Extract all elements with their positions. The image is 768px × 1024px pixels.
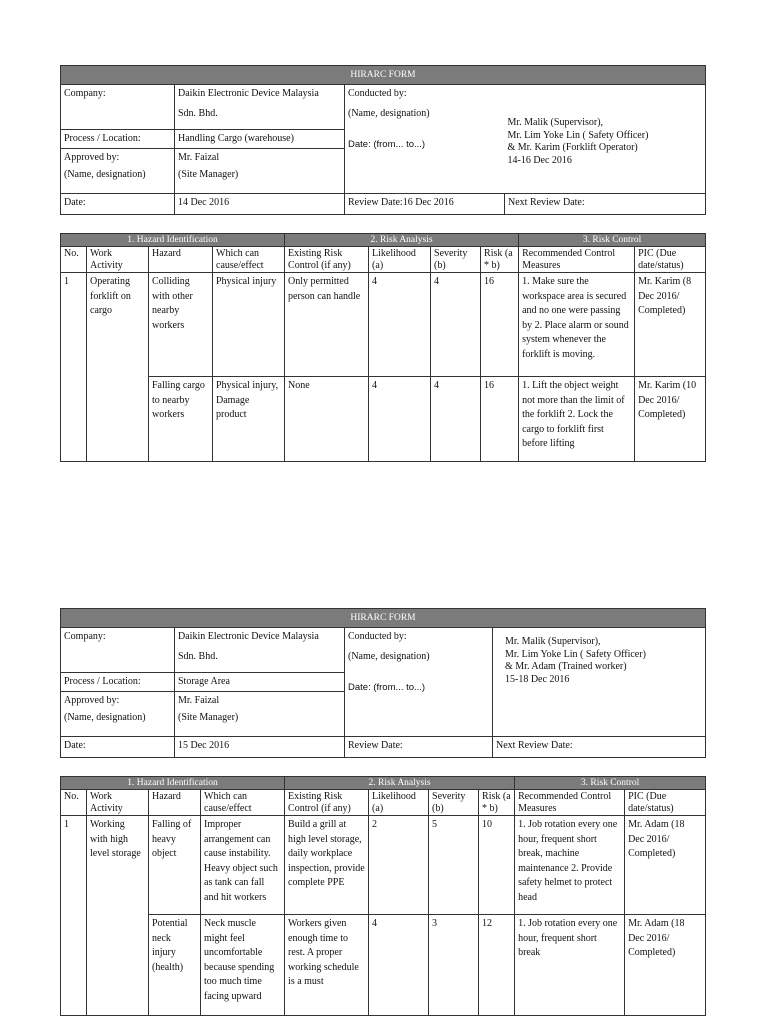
row-pic: Mr. Adam (18 Dec 2016/ Completed): [625, 915, 706, 1016]
conducted-label: Conducted by:: [348, 631, 407, 642]
row-hazard: Colliding with other nearby workers: [149, 273, 213, 377]
col-header-risk: Risk (a * b): [481, 247, 519, 273]
section-risk-analysis: 2. Risk Analysis: [285, 777, 515, 790]
row-pic: Mr. Karim (8 Dec 2016/ Completed): [635, 273, 706, 377]
row-recommended-measures: 1. Job rotation every one hour, frequent short break: [515, 915, 625, 1016]
section-hazard-identification: 1. Hazard Identification: [61, 234, 285, 247]
row-risk: 16: [481, 377, 519, 462]
row-hazard: Falling of heavy object: [149, 816, 201, 915]
section-risk-control: 3. Risk Control: [515, 777, 706, 790]
row-work-activity: Working with high level storage: [87, 816, 149, 1016]
table-row: [61, 915, 706, 1016]
date-label: Date:: [61, 194, 175, 215]
row-existing-control: Build a grill at high level storage, daily workplace inspection, provide complete PPE: [285, 816, 369, 915]
row-likelihood: 4: [369, 273, 431, 377]
row-risk: 16: [481, 273, 519, 377]
conducted-sub: (Name, designation): [348, 108, 430, 119]
row-severity: 4: [431, 377, 481, 462]
row-pic: Mr. Adam (18 Dec 2016/ Completed): [625, 816, 706, 915]
row-likelihood: 4: [369, 915, 429, 1016]
col-header-recommended-measures: Recommended Control Measures: [519, 247, 635, 273]
conductor-1: Mr. Malik (Supervisor),: [507, 117, 604, 128]
company-label: Company:: [61, 85, 175, 130]
conductor-2: Mr. Lim Yoke Lin ( Safety Officer): [507, 129, 649, 141]
section-hazard-identification: 1. Hazard Identification: [61, 777, 285, 790]
date-range-label: Date: (from... to...): [348, 139, 426, 150]
next-review-date: Next Review Date:: [493, 737, 706, 758]
row-risk: 12: [479, 915, 515, 1016]
company-line-2: Sdn. Bhd.: [178, 651, 218, 662]
row-no: 1: [61, 816, 87, 1016]
col-header-recommended-measures: Recommended Control Measures: [515, 790, 625, 816]
col-header-work-activity: Work Activity: [87, 247, 149, 273]
form-title: HIRARC FORM: [61, 609, 706, 628]
row-recommended-measures: 1. Job rotation every one hour, frequent short break, machine maintenance 2. Provide safety helmet to protect head: [515, 816, 625, 915]
col-header-existing-control: Existing Risk Control (if any): [285, 790, 369, 816]
approved-role: (Site Manager): [178, 169, 239, 180]
approved-sub: (Name, designation): [64, 169, 146, 180]
table-row: [61, 273, 706, 377]
col-header-severity: Severity (b): [431, 247, 481, 273]
date-value: 14 Dec 2016: [175, 194, 345, 215]
row-severity: 5: [429, 816, 479, 915]
col-header-effect: Which can cause/effect: [201, 790, 285, 816]
review-date: Review Date:16 Dec 2016: [345, 194, 505, 215]
conducted-cell: [345, 85, 505, 194]
row-hazard: Falling cargo to nearby workers: [149, 377, 213, 462]
row-no: 1: [61, 273, 87, 462]
approved-role: (Site Manager): [178, 712, 239, 723]
col-header-pic: PIC (Due date/status): [625, 790, 706, 816]
conductor-2: Mr. Lim Yoke Lin ( Safety Officer): [505, 648, 646, 660]
date-label: Date:: [61, 737, 175, 758]
conducted-label: Conducted by:: [348, 88, 407, 99]
approved-value-cell: [175, 149, 345, 194]
approved-label: Approved by:: [64, 695, 120, 706]
process-value: Handling Cargo (warehouse): [175, 130, 345, 149]
process-value: Storage Area: [175, 673, 345, 692]
hirarc-header-table-2: [60, 608, 706, 758]
col-header-severity: Severity (b): [429, 790, 479, 816]
row-effect: Physical injury: [213, 273, 285, 377]
company-line-1: Daikin Electronic Device Malaysia: [178, 631, 319, 642]
conducted-names: [493, 628, 706, 737]
date-value: 15 Dec 2016: [175, 737, 345, 758]
section-risk-control: 3. Risk Control: [519, 234, 706, 247]
row-existing-control: None: [285, 377, 369, 462]
row-effect: Neck muscle might feel uncomfortable because spending too much time facing upward: [201, 915, 285, 1016]
date-range-label: Date: (from... to...): [348, 682, 426, 693]
conducted-date: 14-16 Dec 2016: [507, 154, 572, 166]
company-line-1: Daikin Electronic Device Malaysia: [178, 88, 319, 99]
form-title: HIRARC FORM: [61, 66, 706, 85]
company-line-2: Sdn. Bhd.: [178, 108, 218, 119]
conducted-sub: (Name, designation): [348, 651, 430, 662]
col-header-hazard: Hazard: [149, 790, 201, 816]
table-row: [61, 377, 706, 462]
row-effect: Improper arrangement can cause instability. Heavy object such as tank can fall and hit workers: [201, 816, 285, 915]
approved-value-cell: [175, 692, 345, 737]
col-header-no: No.: [61, 247, 87, 273]
section-risk-analysis: 2. Risk Analysis: [285, 234, 519, 247]
col-header-effect: Which can cause/effect: [213, 247, 285, 273]
conducted-date: 15-18 Dec 2016: [505, 673, 570, 685]
row-recommended-measures: 1. Lift the object weight not more than the limit of the forklift 2. Lock the cargo to forklift first before lifting: [519, 377, 635, 462]
col-header-pic: PIC (Due date/status): [635, 247, 706, 273]
conductor-3: & Mr. Karim (Forklift Operator): [507, 142, 638, 153]
row-work-activity: Operating forklift on cargo: [87, 273, 149, 462]
col-header-no: No.: [61, 790, 87, 816]
approved-name: Mr. Faizal: [178, 152, 220, 163]
risk-table-2: [60, 776, 706, 1016]
col-header-hazard: Hazard: [149, 247, 213, 273]
next-review-date: Next Review Date:: [505, 194, 706, 215]
row-severity: 4: [431, 273, 481, 377]
approved-label: Approved by:: [64, 152, 120, 163]
col-header-work-activity: Work Activity: [87, 790, 149, 816]
approved-label-cell: [61, 149, 175, 194]
process-label: Process / Location:: [61, 673, 175, 692]
hirarc-header-table-1: [60, 65, 706, 215]
approved-name: Mr. Faizal: [178, 695, 220, 706]
row-existing-control: Workers given enough time to rest. A proper working schedule is a must: [285, 915, 369, 1016]
process-label: Process / Location:: [61, 130, 175, 149]
col-header-likelihood: Likelihood (a): [369, 790, 429, 816]
col-header-existing-control: Existing Risk Control (if any): [285, 247, 369, 273]
conductor-1: Mr. Malik (Supervisor),: [505, 636, 601, 647]
row-hazard: Potential neck injury (health): [149, 915, 201, 1016]
risk-table-1: [60, 233, 706, 462]
col-header-likelihood: Likelihood (a): [369, 247, 431, 273]
company-label: Company:: [61, 628, 175, 673]
row-risk: 10: [479, 816, 515, 915]
conductor-3: & Mr. Adam (Trained worker): [505, 661, 627, 672]
conducted-names: [505, 85, 706, 194]
row-existing-control: Only permitted person can handle: [285, 273, 369, 377]
row-recommended-measures: 1. Make sure the workspace area is secured and no one were passing by 2. Place alarm or sound system whenever the forklift is moving.: [519, 273, 635, 377]
row-effect: Physical injury, Damage product: [213, 377, 285, 462]
row-likelihood: 2: [369, 816, 429, 915]
row-pic: Mr. Karim (10 Dec 2016/ Completed): [635, 377, 706, 462]
conducted-cell: [345, 628, 493, 737]
col-header-risk: Risk (a * b): [479, 790, 515, 816]
company-value: [175, 85, 345, 130]
approved-sub: (Name, designation): [64, 712, 146, 723]
table-row: [61, 816, 706, 915]
review-date: Review Date:: [345, 737, 493, 758]
row-severity: 3: [429, 915, 479, 1016]
company-value: [175, 628, 345, 673]
row-likelihood: 4: [369, 377, 431, 462]
approved-label-cell: [61, 692, 175, 737]
